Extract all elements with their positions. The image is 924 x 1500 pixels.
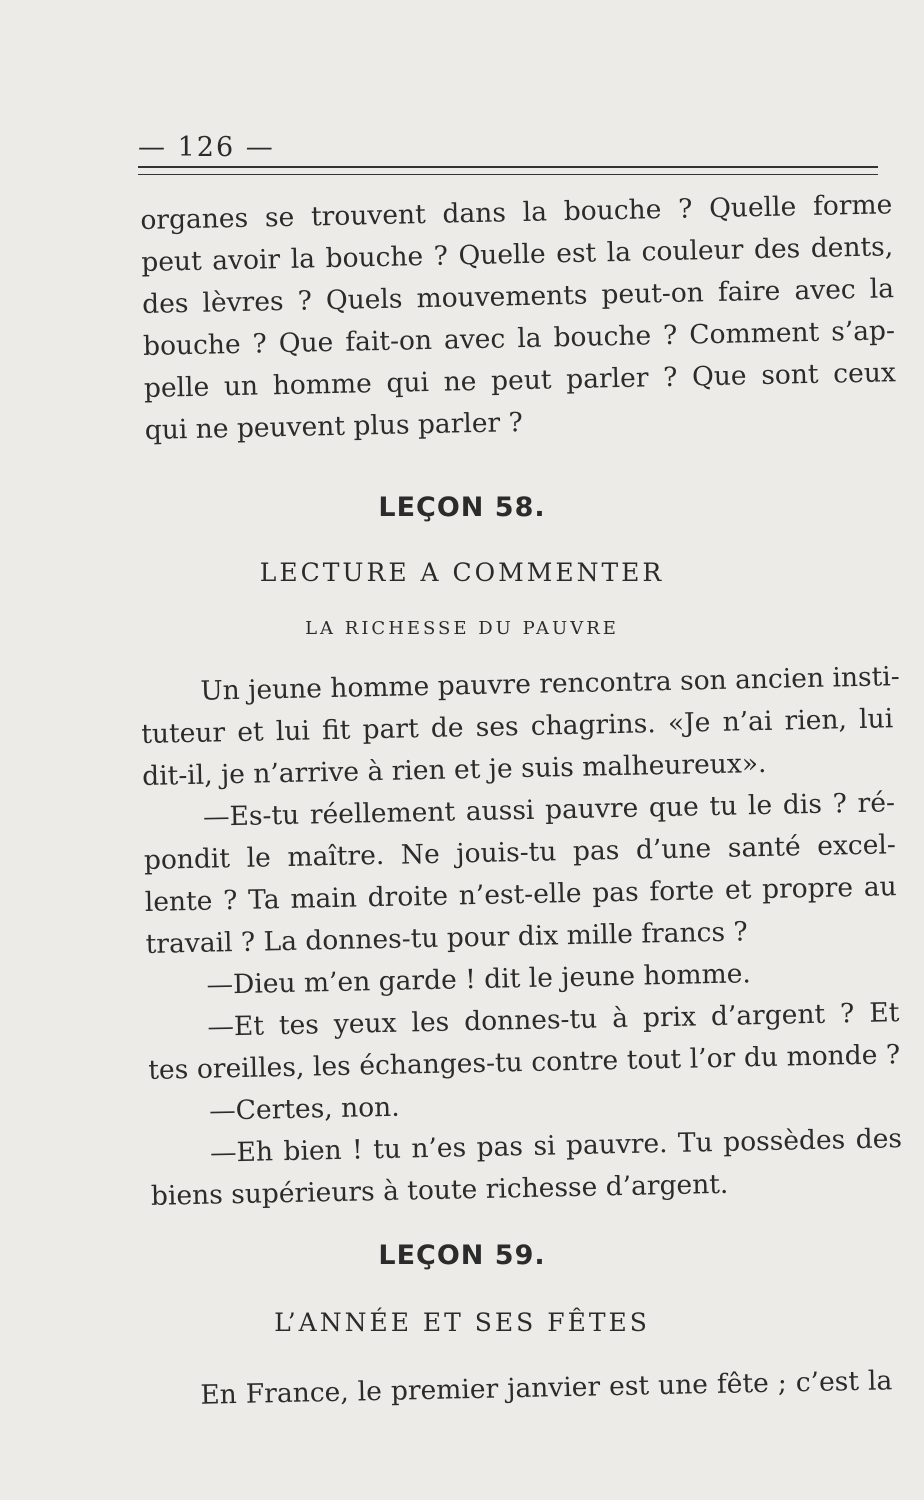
lesson-58-reading (140, 656, 903, 1218)
text-line: biens supérieurs à toute richesse d’argent. (150, 1168, 729, 1212)
text-line: —Es-tu réellement aussi pauvre que tu le dis ? ré- (202, 787, 896, 833)
paragraph-questions (140, 184, 897, 452)
text-line: pelle un homme qui ne peut parler ? Que sont ceux (143, 357, 897, 404)
lesson-58-subtitle: LA RICHESSE DU PAUVRE (305, 618, 619, 639)
header-rule (138, 166, 878, 168)
text-line: des lèvres ? Quels mouvements peut-on faire avec la (141, 273, 895, 320)
text-line: —Et tes yeux les donnes-tu à prix d’argent ? Et (207, 997, 900, 1043)
header-rule-thin (138, 174, 878, 175)
text-line: travail ? La donnes-tu pour dix mille francs ? (145, 916, 749, 960)
text-line: —Dieu m’en garde ! dit le jeune homme. (206, 958, 752, 1001)
text-line: qui ne peuvent plus parler ? (144, 407, 524, 446)
page-number: — 126 — (138, 132, 275, 163)
text-line: tes oreilles, les échanges-tu contre tout l’or du monde ? (148, 1039, 901, 1086)
lesson-59-text (140, 1360, 893, 1418)
text-line: pondit le maître. Ne jouis-tu pas d’une santé excel- (143, 829, 897, 876)
lesson-59-section-title: L’ANNÉE ET SES FÊTES (274, 1308, 650, 1337)
text-line: dit-il, je n’arrive à rien et je suis malheureux». (141, 747, 767, 792)
text-line: —Certes, non. (208, 1091, 400, 1127)
lesson-58-section-title: LECTURE A COMMENTER (259, 558, 665, 587)
text-line: peut avoir la bouche ? Quelle est la couleur des dents, (140, 231, 894, 278)
text-line: Un jeune homme pauvre rencontra son ancien insti- (200, 661, 900, 707)
text-line: organes se trouvent dans la bouche ? Quelle forme (140, 189, 893, 236)
text-line: bouche ? Que fait-on avec la bouche ? Comment s’ap- (142, 315, 896, 362)
text-line: En France, le premier janvier est une fête ; c’est la (200, 1365, 893, 1411)
lesson-59-title: LEÇON 59. (378, 1240, 546, 1271)
text-line: lente ? Ta main droite n’est-elle pas forte et propre au (144, 871, 897, 918)
lesson-58-title: LEÇON 58. (378, 492, 546, 523)
text-line: —Eh bien ! tu n’es pas si pauvre. Tu possèdes des (209, 1123, 903, 1169)
text-line: tuteur et lui fit part de ses chagrins. «Je n’ai rien, lui (140, 703, 894, 750)
